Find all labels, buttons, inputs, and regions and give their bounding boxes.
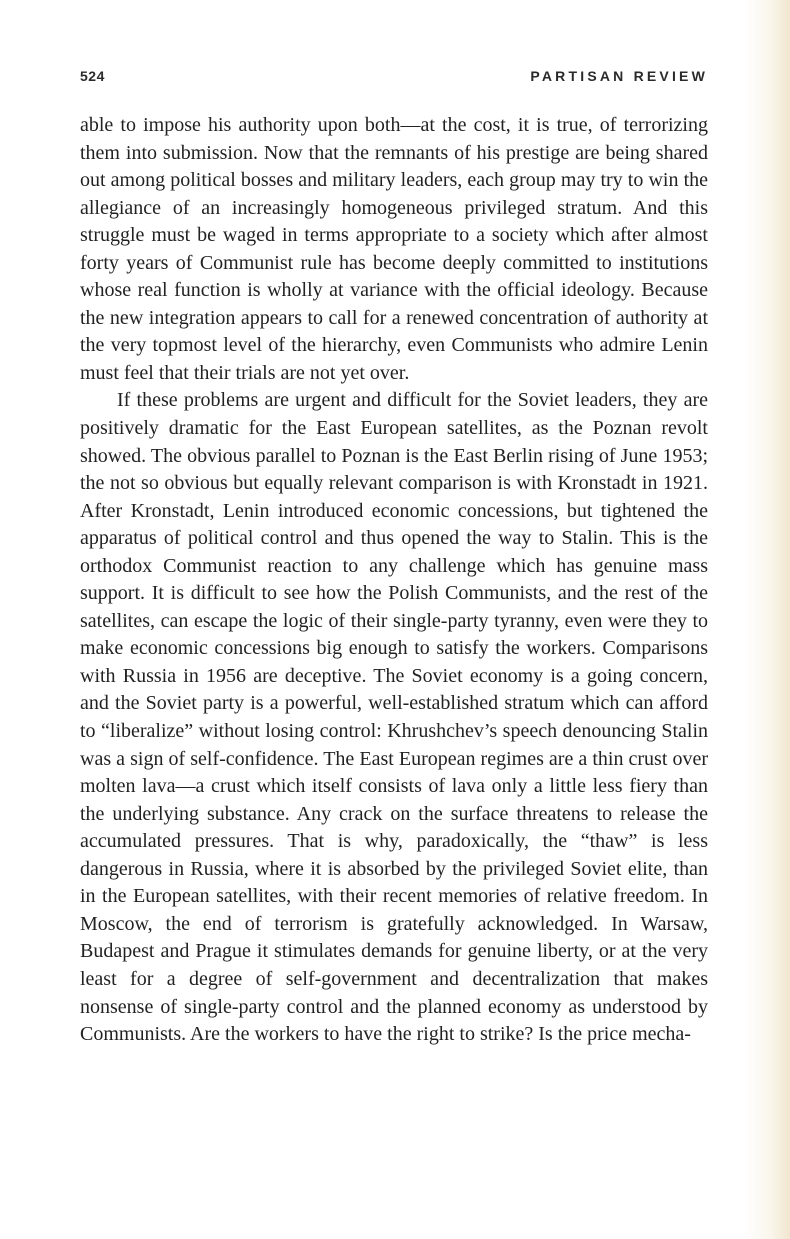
page-header [80,68,708,90]
running-head-title: PARTISAN REVIEW [530,68,708,84]
paragraph-poznan: If these problems are urgent and difficult for the Soviet leaders, they are positively dramatic for the East European satellites, as the Poznan revolt showed. The obvious parallel to Poznan is the East Berlin rising of June 1953; the not so obvious but equally relevant comparison is with Kronstadt in 1921. After Kronstadt, Lenin introduced economic concessions, but tightened the apparatus of political control and thus opened the way to Stalin. This is the orthodox Communist reaction to any challenge which has genuine mass support. It is difficult to see how the Polish Communists, and the rest of the satellites, can escape the logic of their single-party tyranny, even were they to make economic concessions big enough to satisfy the workers. Comparisons with Russia in 1956 are deceptive. The Soviet economy is a going concern, and the Soviet party is a powerful, well-established stratum which can afford to “liberalize” without losing control: Khrushchev’s speech denouncing Stalin was a sign of self-confidence. The East European regimes are a thin crust over molten lava—a crust which itself consists of lava only a little less fiery than the underlying substance. Any crack on the surface threatens to release the accumulated pressures. That is why, paradoxically, the “thaw” is less dangerous in Russia, where it is absorbed by the privileged Soviet elite, than in the European satellites, with their recent memories of relative freedom. In Moscow, the end of terrorism is gratefully acknowledged. In Warsaw, Budapest and Prague it stimulates demands for genuine liberty, or at the very least for a degree of self-government and decentralization that makes nonsense of single-party control and the planned economy as understood by Communists. Are the workers to have the right to strike? Is the price mecha- [80,389,708,1046]
paragraph-continued: able to impose his authority upon both—at the cost, it is true, of terrorizing them into submission. Now that the remnants of his prestige are being shared out among political bosses and military leaders, each group may try to win the allegiance of an increasingly homogeneous privileged stratum. And this struggle must be waged in terms appropriate to a society which after almost forty years of Communist rule has become deeply committed to institutions whose real function is wholly at variance with the official ideology. Because the new integration appears to call for a renewed concentration of authority at the very topmost level of the hierarchy, even Communists who admire Lenin must feel that their trials are not yet over. [80,114,708,384]
body-text [80,112,708,1049]
page-number: 524 [80,68,105,84]
